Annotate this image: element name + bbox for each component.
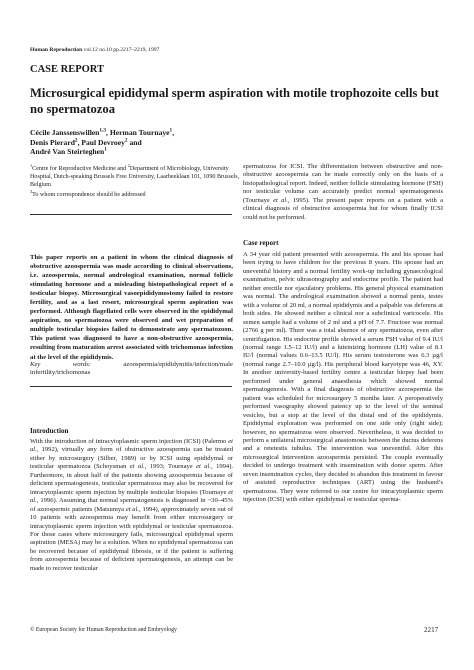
- author-line-2: Denis Pierard$^2$, Paul Devroey$^2$ and: [30, 137, 142, 147]
- corresponding-author-note: $^3$To whom correspondence should be addressed: [30, 189, 146, 199]
- case-report-heading: Case report: [243, 239, 279, 247]
- keywords: [30, 361, 233, 378]
- author-list: [30, 128, 230, 157]
- keywords-list: azoospermia/epididymitis/infection/male infertility/trichomonas: [30, 361, 233, 377]
- introduction-continued: spermatozoa for ICSI. The differentiation between obstructive and non-obstructive azoospermia can be made correctly only on the basis of a histopathological report. Indeed, neither follicle stimulating hormone (FSH) nor testicular volume can accurately predict normal spermatogenesis (Tournaye et al., 1995). The present paper reports on a patient with a clinical diagnosis of obstructive azoospermia but for whom finally ICSI could not be performed.: [243, 163, 443, 221]
- introduction-text: With the introduction of intracytoplasmic sperm injection (ICSI) (Palermo et al., 1992), virtually any form of obstructive azoospermia can be treated either by microsurgery (Silber, 1989) or by ICSI using epididymal or testicular spermatozoa (Schoysman et al., 1993; Tournaye et al., 1994). Furthermore, in about half of the patients showing azoospermia because of deficient spermatogenesis, testicular spermatozoa may also be recovered for intracytoplasmic sperm injection by multiple testicular biopsies (Tournaye et al., 1996). Assuming that normal spermatogenesis is diagnosed in ~30–45% of azoospermic patients (Matsumya et al., 1994), approximately seven out of 10 patients with azoospermia may benefit from either microsurgery or intracytoplasmic sperm injection with epididymal or testicular spermatozoa. For those cases where microsurgery fails, microsurgical epididymal sperm aspiration (MESA) may be a solution. When no epididymal spermatozoa can be recovered because of epididymal fibrosis, or if the patient is suffering from azoospermia because of deficient spermatogenesis, an attempt can be made to recover testicular: [30, 438, 234, 572]
- journal-volume: vol.12 no.10 pp.2217–2219, 1997: [82, 47, 160, 53]
- affiliations: $^1$Centre for Reproductive Medicine and $^2$Department of Microbiology, University Hospital, Dutch-speaking Brussels Free University, Laarbeeklaan 101, 1090 Brussels, Belgium: [30, 163, 240, 188]
- journal-name: Human Reproduction: [30, 47, 83, 53]
- keywords-label: Key words:: [30, 361, 92, 368]
- author-line-1: Cécile Janssenswillen$^{1,3}$, Herman Tournaye$^1$,: [30, 127, 175, 137]
- introduction-heading: Introduction: [30, 427, 69, 435]
- copyright-notice: © European Society for Human Reproduction and Embryology: [30, 627, 177, 633]
- journal-citation: [30, 47, 159, 53]
- author-line-3: André Van Steirteghen$^1$: [30, 146, 107, 157]
- divider: [30, 214, 232, 215]
- divider: [30, 386, 232, 387]
- page-number: 2217: [424, 626, 439, 634]
- abstract: This paper reports on a patient in whom the clinical diagnosis of obstructive azoospermia was made according to clinical observations, i.e. azoospermia, normal andrological examination, normal follicle stimulating hormone and a misleading histopathological report of a testicular biopsy. Microsurgical vasoepididymostomy failed to restore fertility, and as a last resort, microsurgical sperm aspiration was performed. Although flagellated cells were observed in the epididymal aspiration, no spermatozoa were observed and wet preparation of multiple testicular biopsies failed to demonstrate any spermatozoon. This patient was diagnosed to have a non-obstructive azoospermia, resulting from maturation arrest associated with trichomonas infection at the level of the epididymis.: [30, 254, 233, 361]
- section-label: CASE REPORT: [30, 64, 105, 75]
- case-report-text: A 34 year old patient presented with azoospermia. He and his spouse had been trying to have children for the previous 8 years. His spouse had an uneventful history and a normal fertility work-up including gynaecological examination, pelvic ultrasonography and endocrine profile. The patient had neither erectile nor ejaculatory problems. His general physical examination was normal. The andrological examination showed a normal penis, testes with a volume of 20 ml, a normal epididymis and a palpable vas deferens at both sides. He showed neither a clinical nor a subclinical varicocele. His semen sample had a volume of 2 ml and a pH of 7.7. Fructose was normal (2766 g per ml). There was a total absence of any spermatozoa, even after centrifugation. His endocrine profile showed a serum FSH value of 9.4 IU/l (normal range 1.5–12 IU/l) and a luteinizing hormone (LH) value of 8.1 IU/l (normal values 0.6–13.5 IU/l). His serum testosterone was 6.3 µg/l (normal range 2.7–10.0 µg/l). His peripheral blood karyotype was 46, XY. In another university-based fertility centre a testicular biopsy had been performed under general anaesthesia which showed normal spermatogenesis. With a final diagnosis of obstructive azoospermia the patient was scheduled for microsurgery 5 months later. A peroperatively performed vasography showed patency up to the level of the seminal vesicles, but a stop at the level of the distal end of the epididymis. Epididymal exploration was performed on one side only (right side); however, no spermatozoa were observed. Nevertheless, it was decided to perform a unilateral microsurgical anastomosis between the ductus deferens and a retetestis tubulus. The intervention was uneventful. After this microsurgical intervention azoospermia persisted. The couple eventually decided to undergo treatment with insemination with donor sperm. After seven insemination cycles, they decided to abandon this treatment in favour of assisted reproductive techniques (ART) using the husband’s spermatozoa. They were referred to our centre for intracytoplasmic sperm injection (ICSI) with either epididymal or testicular sperma-: [243, 251, 443, 504]
- article-title: Microsurgical epididymal sperm aspiration with motile trophozoite cells but no spermatozoa: [30, 86, 439, 116]
